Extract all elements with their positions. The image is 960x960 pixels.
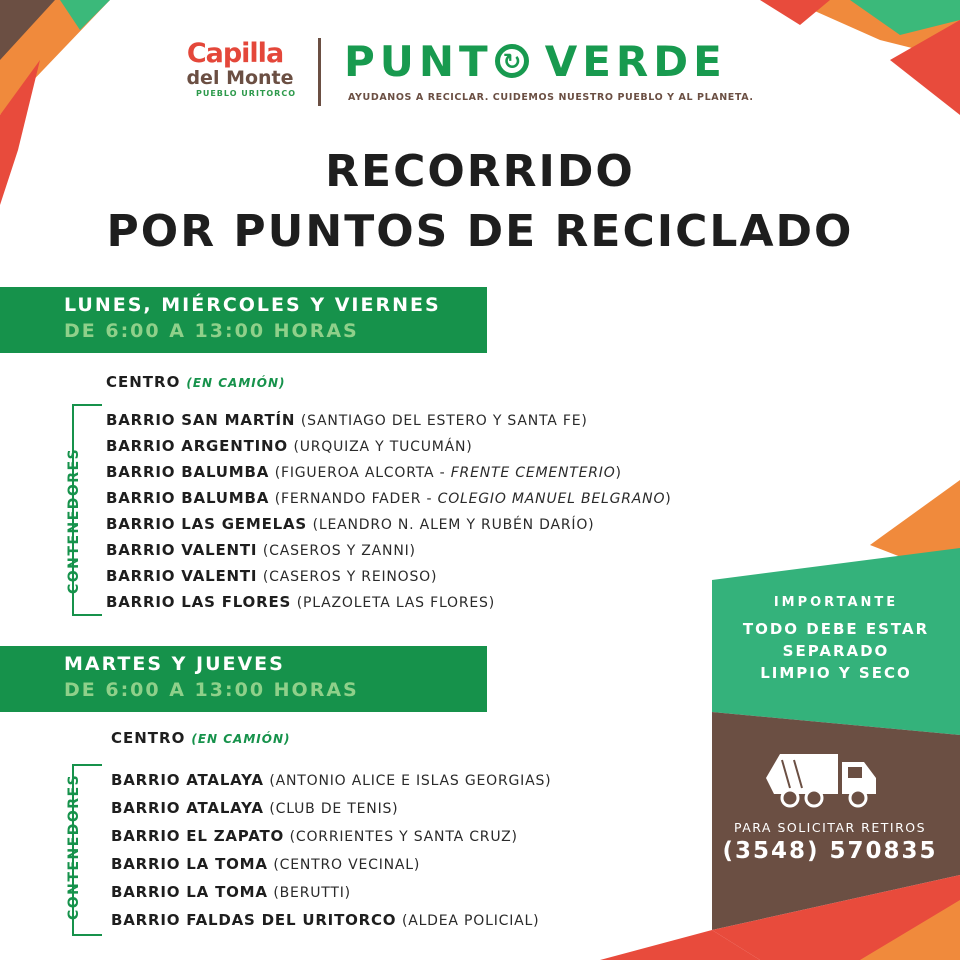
list-item: BARRIO LA TOMA (CENTRO VECINAL): [111, 855, 421, 873]
schedule2-list: [111, 767, 551, 935]
list-item: BARRIO VALENTI (CASEROS Y ZANNI): [106, 541, 416, 559]
schedule2-hours: DE 6:00 A 13:00 HORAS: [64, 679, 359, 701]
centro-label: CENTRO: [111, 729, 186, 747]
schedule2-centro: [111, 729, 290, 747]
schedule1-containers-label: CONTENEDORES: [66, 447, 82, 594]
schedule1-days: LUNES, MIÉRCOLES Y VIERNES: [64, 294, 441, 316]
request-pickup-label: PARA SOLICITAR RETIROS: [733, 820, 927, 835]
logo-tagline: PUEBLO URITORCO: [195, 89, 297, 98]
schedule2-days: MARTES Y JUEVES: [64, 653, 285, 675]
phone-number: (3548) 570835: [722, 838, 938, 864]
centro-label: CENTRO: [106, 373, 181, 391]
schedule1-hours: DE 6:00 A 13:00 HORAS: [64, 320, 359, 342]
page-title-line2: POR PUNTOS DE RECICLADO: [106, 206, 854, 257]
punto-verde-title-part1: PUNT: [344, 37, 493, 86]
punto-verde-tagline: AYUDANOS A RECICLAR. CUIDEMOS NUESTRO PUEBLO Y AL PLANETA.: [348, 92, 754, 103]
schedule1-centro: [106, 373, 285, 391]
important-heading: IMPORTANTE: [773, 595, 899, 610]
list-item: BARRIO EL ZAPATO (CORRIENTES Y SANTA CRUZ): [111, 827, 518, 845]
logo-divider: [318, 38, 321, 106]
list-item: BARRIO ATALAYA (ANTONIO ALICE E ISLAS GEORGIAS): [111, 771, 552, 789]
page-title-line1: RECORRIDO: [325, 146, 635, 197]
list-item: BARRIO SAN MARTÍN (SANTIAGO DEL ESTERO Y SANTA FE): [106, 411, 588, 429]
schedule2-banner: [0, 646, 487, 712]
page-title: [0, 142, 960, 262]
important-line2: SEPARADO: [782, 642, 890, 660]
recycle-icon: [495, 44, 529, 78]
logo-name: Capilla: [186, 38, 284, 69]
capilla-del-monte-logo: [168, 40, 302, 100]
punto-verde-title-part2: VERDE: [544, 37, 727, 86]
list-item: BARRIO LA TOMA (BERUTTI): [111, 883, 351, 901]
list-item: BARRIO FALDAS DEL URITORCO (ALDEA POLICIAL): [111, 911, 540, 929]
list-item: BARRIO BALUMBA (FERNANDO FADER - COLEGIO MANUEL BELGRANO): [106, 489, 672, 507]
important-line3: LIMPIO Y SECO: [760, 664, 912, 682]
centro-note: (EN CAMIÓN): [191, 732, 291, 746]
punto-verde-title: [344, 38, 727, 86]
schedule2-containers-label: CONTENEDORES: [66, 773, 82, 920]
truck-icon: [760, 748, 880, 810]
list-item: BARRIO ATALAYA (CLUB DE TENIS): [111, 799, 399, 817]
logo-name-line2: del Monte: [186, 67, 294, 89]
centro-note: (EN CAMIÓN): [186, 376, 286, 390]
list-item: BARRIO BALUMBA (FIGUEROA ALCORTA - FRENTE CEMENTERIO): [106, 463, 622, 481]
list-item: BARRIO ARGENTINO (URQUIZA Y TUCUMÁN): [106, 437, 473, 455]
schedule1-list: [106, 408, 672, 616]
list-item: BARRIO LAS GEMELAS (LEANDRO N. ALEM Y RUBÉN DARÍO): [106, 515, 595, 533]
list-item: BARRIO VALENTI (CASEROS Y REINOSO): [106, 567, 438, 585]
important-line1: TODO DEBE ESTAR: [742, 620, 930, 638]
schedule1-banner: [0, 287, 487, 353]
important-panel: [712, 595, 960, 684]
list-item: BARRIO LAS FLORES (PLAZOLETA LAS FLORES): [106, 593, 495, 611]
